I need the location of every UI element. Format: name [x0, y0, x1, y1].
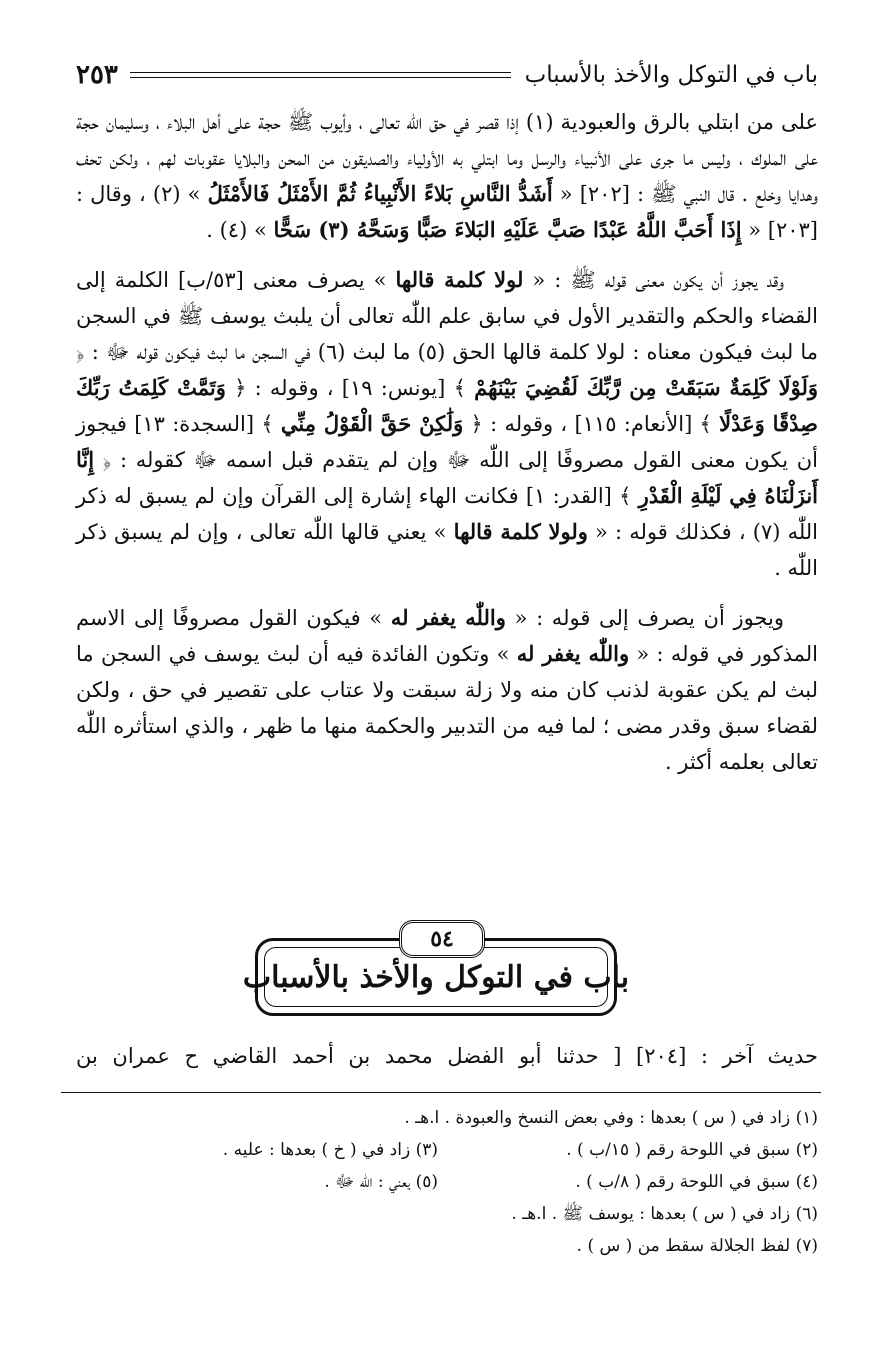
running-header: [76, 58, 818, 92]
quran-verse: وَتَمَّتْ كَلِمَتُ رَبِّكَ صِدْقًا وَعَدْلًا: [76, 375, 818, 436]
hadith-quote: واللّٰه يغفر له: [390, 605, 506, 630]
footnote-row: [76, 1230, 818, 1262]
footnote-separator: [61, 1092, 821, 1093]
hadith-quote: واللّٰه يغفر له: [516, 641, 630, 666]
footnote-4: (٤) سبق في اللوحة رقم ( ٨/ب ) .: [575, 1172, 818, 1192]
footnote-6: (٦) زاد في ( س ) بعدها : يوسف ﷺ . ا.هـ .: [511, 1204, 818, 1224]
footnote-row: [76, 1198, 818, 1230]
text-run: وقد يجوز أن يكون معنى قوله ﷺ : «: [523, 268, 785, 292]
text-run: » يعني قالها اللّٰه تعالى ، وإن لم يسبق ذكر اللّٰه .: [76, 520, 818, 580]
continuation-line: حديث آخر : [٢٠٤] [ حدثنا أبو الفضل محمد بن أحمد القاضي ح عمران بن: [76, 1044, 818, 1068]
text-run: » يصرف معنى [٥٣/ب] الكلمة إلى القضاء والحكم والتقدير الأول في سابق علم اللّٰه تعالى أن يلبث يوسف ﷺ في السجن ما لبث فيكون معناه : لولا كلمة قالها الحق (٥) ما لبث (٦) في السجن ما لبث فيكون قوله ﷻ : ﴿: [76, 268, 819, 364]
footnotes: [76, 1102, 818, 1262]
paragraph-2: [76, 262, 818, 586]
footnote-1: (١) زاد في ( س ) بعدها : وفي بعض النسخ والعبودة . ا.هـ .: [404, 1108, 818, 1128]
paragraph-1: [76, 104, 818, 248]
chapter-number: ٥٤: [399, 920, 485, 958]
text-run: ﴾ [يونس: ١٩] ، وقوله : ﴿: [225, 376, 475, 400]
text-run: ويجوز أن يصرف إلى قوله : «: [505, 606, 784, 630]
hadith-quote: لولا كلمة قالها: [395, 267, 524, 292]
hadith-quote: ولولا كلمة قالها: [453, 519, 588, 544]
paragraph-3: [76, 600, 818, 780]
text-run: ﴾ [السجدة: ١٣] فيجوز أن يكون معنى القول مصروفًا إلى اللّٰه ﷻ وإن لم يتقدم قبل اسمه ﷻ كقوله : ﴿: [76, 412, 818, 472]
text-run: » (٢) ، وقال : [٢٠٣] «: [76, 182, 818, 242]
running-title: باب في التوكل والأخذ بالأسباب: [524, 62, 818, 88]
hadith-quote: أَشَدُّ النَّاسِ بَلاءً الأَنْبِياءُ ثُمَّ الأَمْثَلُ فَالأَمْثَلُ: [207, 181, 553, 206]
text-run: ﴾ [الأنعام: ١١٥] ، وقوله : ﴿: [463, 412, 720, 436]
quran-verse: إِنَّا أَنزَلْنَاهُ فِي لَيْلَةِ الْقَدْرِ: [76, 447, 818, 508]
footnote-7: (٧) لفظ الجلالة سقط من ( س ) .: [576, 1236, 818, 1256]
footnote-row: [76, 1102, 818, 1134]
text-run: ﴾ [القدر: ١] فكانت الهاء إشارة إلى القرآن وإن لم يسبق له ذكر اللّٰه (٧) ، فكذلك قوله : «: [76, 484, 819, 544]
chapter-title: باب في التوكل والأخذ بالأسباب: [242, 959, 630, 995]
text-run: » (٤) .: [206, 218, 274, 242]
footnote-2: (٢) سبق في اللوحة رقم ( ١٥/ب ) .: [566, 1140, 818, 1160]
main-text: [76, 104, 818, 794]
hadith-quote: إِذَا أَحَبَّ اللَّهُ عَبْدًا صَبَّ عَلَيْهِ البَلاءَ صَبًّا وَسَحَّهُ (٣) سَحًّا: [273, 217, 742, 242]
footnote-3: (٣) زاد في ( خ ) بعدها : عليه .: [222, 1140, 438, 1160]
page-number: ٢٥٣: [76, 60, 118, 90]
quran-verse: وَلَوْلَا كَلِمَةٌ سَبَقَتْ مِن رَّبِّكَ لَقُضِيَ بَيْنَهُمْ: [474, 375, 819, 400]
text-run: » وتكون الفائدة فيه أن لبث يوسف في السجن ما لبث لم يكن عقوبة لذنب كان منه ولا زلة سبقت ولا عتاب على تقصير في حق ، ولكن لقضاء سبق وقدر مضى ؛ لما فيه من التدبير والحكمة منها ما ظهر ، والذي استأثره اللّٰه تعالى بعلمه أكثر .: [76, 642, 818, 774]
chapter-banner: [242, 920, 630, 1022]
footnote-5: (٥) يعني : اللّٰه ﷻ .: [324, 1172, 438, 1192]
footnote-row: [76, 1166, 818, 1198]
text-run: على من ابتلي بالرق والعبودية (١) إذا قصر في حق اللّٰه تعالى ، وأيوب ﷺ حجة على أهل البلاء ، وسليمان حجة على الملوك ، وليس ما جرى على الأنبياء والرسل وما ابتلي به الأولياء والصديقون من المحن والبلايا عقوبات لهم ، ولكن تحف وهدايا وخلع . قال النبي ﷺ : [٢٠٢] «: [76, 110, 818, 206]
header-rule: [130, 72, 511, 78]
text-run: » فيكون القول مصروفًا إلى الاسم المذكور في قوله : «: [76, 606, 818, 666]
quran-verse: وَلَٰكِنْ حَقَّ الْقَوْلُ مِنِّي: [280, 411, 464, 436]
footnote-row: [76, 1134, 818, 1166]
